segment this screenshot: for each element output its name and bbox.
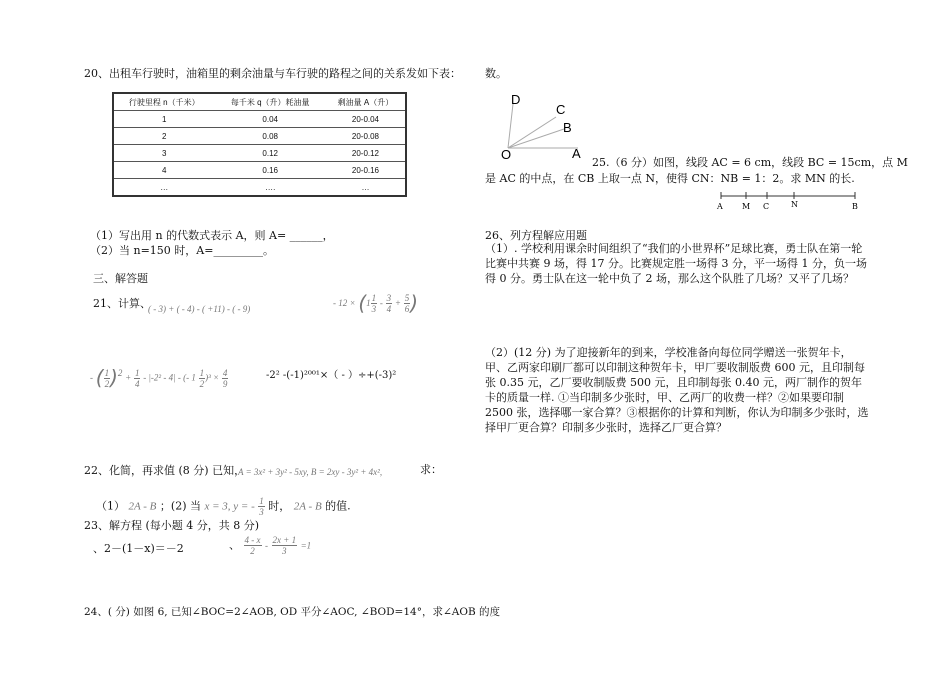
table-row xyxy=(113,145,406,162)
fuel-table xyxy=(112,92,407,197)
q21-expr4: -2² -(-1)²⁰⁰¹×（ - ）÷+(-3)² xyxy=(266,370,397,381)
q22-label: 22、化简，再求值 (8 分) 已知， xyxy=(84,464,246,477)
seg-label-a: A xyxy=(717,202,723,211)
table-header: 行驶里程 n（千米） xyxy=(113,93,214,111)
table-cell: 4 xyxy=(113,162,214,179)
ray-oc xyxy=(508,117,556,148)
table-cell: 20-0.12 xyxy=(326,145,406,162)
table-header: 剩油量 A（升） xyxy=(326,93,406,111)
table-cell: …. xyxy=(214,179,325,197)
table-cell: 3 xyxy=(113,145,214,162)
section-heading: 三、解答题 xyxy=(93,272,148,285)
table-cell: 0.16 xyxy=(214,162,325,179)
angle-figure xyxy=(498,90,588,162)
table-cell: 0.04 xyxy=(214,111,325,128)
table-cell: … xyxy=(113,179,214,197)
q23-eq2: 、 $\frac{4 - x}{2}$ - $\frac{2x + 1}{3}$ =1 xyxy=(229,535,312,556)
q24-continuation: 数。 xyxy=(485,67,507,80)
q20-sub1: （1）写出用 n 的代数式表示 A，则 A= ______， xyxy=(90,229,334,242)
q20-title: 20、出租车行驶时，油箱里的剩余油量与车行驶的路程之间的关系发如下表： xyxy=(84,67,461,80)
q21-expr3: - ( $\frac{1}{2}$ )$^2$ + $\frac{1}{4}$ - |-2² - 4| - (- 1 $\frac{1}{2}$ )³ × $\frac{4}{9}$ xyxy=(90,365,228,390)
table-cell: … xyxy=(326,179,406,197)
label-a: A xyxy=(572,146,581,161)
seg-label-b: B xyxy=(852,202,858,211)
q23-eq1: 、2－(1－x)＝－2 xyxy=(93,542,184,555)
label-d: D xyxy=(511,92,521,107)
table-header: 每千米 q（升）耗油量 xyxy=(214,93,325,111)
table-cell: 1 xyxy=(113,111,214,128)
q26-part2: （2）(12 分) 为了迎接新年的到来，学校准备向每位同学赠送一张贺年卡，甲、乙两家印刷厂都可以印制这种贺年卡，甲厂要收制版费 600 元，且印制每张 0.35 元，乙厂要收制版费 500 元，且印制每张 0.40 元，两厂制作的贺年卡的质量一样. ①当印制多少张时，甲、乙两厂的收费一样？②如果要印制 2500 张，选择哪一家合算？③根据你的计算和判断，你认为印制多少张时，选择甲厂更合算？印制多少张时，选择乙厂更合算？ xyxy=(485,346,869,434)
ray-od xyxy=(508,104,513,148)
label-o: O xyxy=(501,147,512,162)
segment-figure xyxy=(712,190,862,212)
q21-label: 21、计算、 xyxy=(93,297,151,310)
q21-expr1: ( - 3) + ( - 4) - ( +11) - ( - 9) xyxy=(148,304,251,314)
table-cell: 20-0.08 xyxy=(326,128,406,145)
table-row xyxy=(113,128,406,145)
q22-given: A = 3x² + 3y² - 5xy, B = 2xy - 3y² + 4x², xyxy=(238,467,383,477)
seg-label-n: N xyxy=(791,200,798,209)
q22-sub: （1） 2A - B ；(2) 当 x = 3, y = - $\frac{1}{3}$ 时， 2A - B 的值. xyxy=(96,496,351,517)
label-c: C xyxy=(556,102,566,117)
q21-expr2: - 12 × (1 $\frac{1}{3}$ - $\frac{3}{4}$ + $\frac{5}{6}$ ) xyxy=(333,291,419,315)
table-cell: 2 xyxy=(113,128,214,145)
q22-ask: 求： xyxy=(420,463,442,476)
seg-label-m: M xyxy=(742,202,751,211)
seg-label-c: C xyxy=(763,202,770,211)
table-row xyxy=(113,162,406,179)
q26-title: 26、列方程解应用题 xyxy=(485,229,587,242)
q20-sub2: （2）当 n=150 时，A=_________。 xyxy=(90,244,274,257)
table-cell: 20-0.04 xyxy=(326,111,406,128)
q23-label: 23、解方程 (每小题 4 分，共 8 分) xyxy=(84,519,260,532)
table-row xyxy=(113,179,406,197)
label-b: B xyxy=(563,120,572,135)
q24-text: 24、( 分) 如图 6, 已知∠BOC=2∠AOB, OD 平分∠AOC, ∠BOD=14°，求∠AOB 的度 xyxy=(84,606,501,618)
table-cell: 0.08 xyxy=(214,128,325,145)
q26-part1: （1）. 学校利用课余时间组织了“我们的小世界杯”足球比赛，勇士队在第一轮比赛中共赛 9 场，得 17 分。比赛规定胜一场得 3 分，平一场得 1 分，负一场得 0 分。勇士队在这一轮中负了 2 场，那么这个队胜了几场？又平了几场？ xyxy=(485,242,867,285)
ray-ob xyxy=(508,129,564,148)
q25-line2: 是 AC 的中点，在 CB 上取一点 N，使得 CN：NB = 1：2。求 MN 的长. xyxy=(485,172,855,185)
table-row xyxy=(113,111,406,128)
q25-line1: 25.（6 分）如图，线段 AC = 6 cm，线段 BC = 15cm，点 M xyxy=(592,156,908,169)
table-cell: 0.12 xyxy=(214,145,325,162)
table-cell: 20-0.16 xyxy=(326,162,406,179)
